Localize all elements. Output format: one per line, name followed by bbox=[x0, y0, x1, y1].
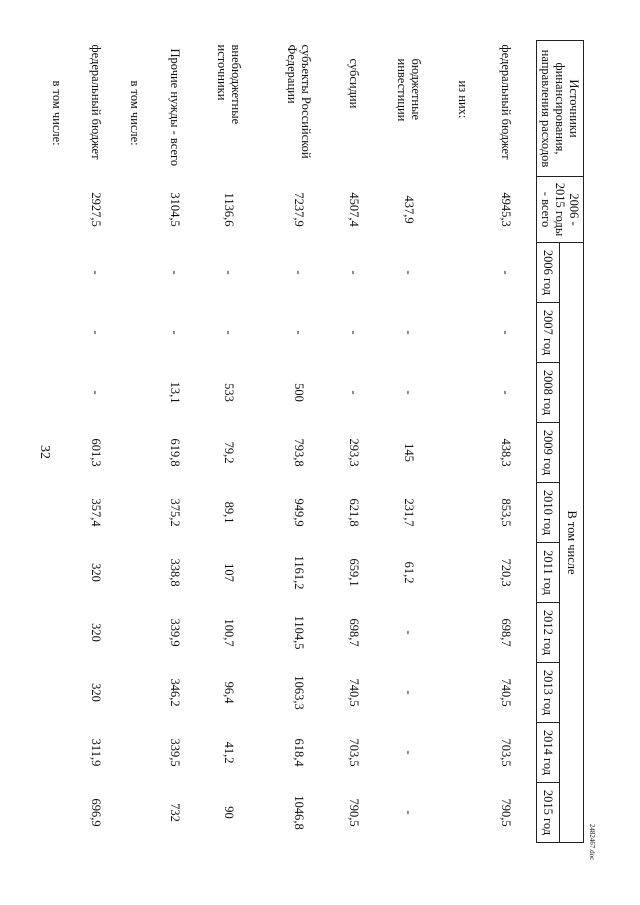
year-value: 740,5 bbox=[347, 678, 361, 707]
row-label: субсидии bbox=[347, 58, 361, 109]
page-number: 32 bbox=[37, 445, 52, 459]
row-label: Прочие нужды - всего bbox=[167, 48, 182, 167]
year-value bbox=[37, 543, 76, 603]
year-value: - bbox=[401, 810, 416, 815]
header-year: 2015 год bbox=[537, 783, 561, 843]
year-value: - bbox=[167, 330, 182, 335]
year-value bbox=[444, 723, 483, 783]
year-value: - bbox=[401, 270, 416, 275]
year-value bbox=[116, 423, 155, 483]
header-total: 2006 - 2015 годы - всего bbox=[537, 177, 584, 243]
year-value: 293,3 bbox=[347, 438, 361, 467]
year-value: - bbox=[347, 390, 361, 395]
year-value: 320 bbox=[89, 683, 104, 702]
header-year: 2007 год bbox=[537, 303, 561, 363]
year-value: 698,7 bbox=[347, 618, 361, 647]
header-including: В том числе bbox=[560, 243, 584, 843]
year-value: - bbox=[89, 330, 104, 335]
year-value: 1063,3 bbox=[292, 675, 307, 710]
table-row bbox=[116, 41, 155, 843]
row-total: 1136,6 bbox=[222, 192, 237, 227]
year-value: - bbox=[292, 270, 307, 275]
header-year: 2006 год bbox=[537, 243, 561, 303]
year-value: 720,3 bbox=[499, 558, 514, 587]
header-year: 2014 год bbox=[537, 723, 561, 783]
year-value: - bbox=[401, 390, 416, 395]
year-value: 338,8 bbox=[167, 558, 182, 587]
year-value: - bbox=[292, 330, 307, 335]
year-value bbox=[37, 723, 76, 783]
year-value: 41,2 bbox=[222, 741, 237, 764]
year-value: 500 bbox=[292, 383, 307, 402]
year-value: - bbox=[347, 330, 361, 335]
year-value: 703,5 bbox=[347, 738, 361, 767]
year-value bbox=[116, 483, 155, 543]
year-value bbox=[116, 543, 155, 603]
year-value: 311,9 bbox=[89, 738, 104, 767]
year-value: - bbox=[401, 690, 416, 695]
year-value: 320 bbox=[89, 563, 104, 582]
year-value: 618,4 bbox=[292, 738, 307, 767]
year-value: 703,5 bbox=[499, 738, 514, 767]
year-value: 1104,5 bbox=[292, 615, 307, 650]
year-value: 790,5 bbox=[347, 798, 361, 827]
year-value: - bbox=[401, 330, 416, 335]
year-value bbox=[444, 603, 483, 663]
year-value: 853,5 bbox=[499, 498, 514, 527]
table-row bbox=[444, 41, 483, 843]
year-value bbox=[116, 783, 155, 843]
year-value bbox=[444, 543, 483, 603]
year-value: 339,9 bbox=[167, 618, 182, 647]
row-label: в том числе: bbox=[49, 80, 64, 146]
year-value: 732 bbox=[167, 803, 182, 822]
year-value bbox=[116, 243, 155, 303]
row-total: 4945,3 bbox=[499, 192, 514, 227]
row-total bbox=[37, 177, 76, 243]
year-value: 740,5 bbox=[499, 678, 514, 707]
year-value bbox=[444, 783, 483, 843]
year-value bbox=[116, 663, 155, 723]
year-value bbox=[37, 783, 76, 843]
table-row bbox=[334, 41, 373, 843]
year-value: - bbox=[222, 270, 237, 275]
header-year: 2010 год bbox=[537, 483, 561, 543]
year-value bbox=[116, 303, 155, 363]
row-label: в том числе: bbox=[128, 80, 143, 146]
year-value: - bbox=[89, 390, 104, 395]
year-value: 375,2 bbox=[167, 498, 182, 527]
year-value: 13,1 bbox=[167, 381, 182, 404]
year-value: 601,3 bbox=[89, 438, 104, 467]
table-row bbox=[155, 41, 194, 843]
year-value: 90 bbox=[222, 806, 237, 819]
row-total: 2927,5 bbox=[89, 192, 104, 227]
table-row bbox=[264, 41, 334, 843]
year-value bbox=[116, 723, 155, 783]
year-value: 107 bbox=[222, 563, 237, 582]
year-value bbox=[116, 363, 155, 423]
year-value: 231,7 bbox=[401, 498, 416, 527]
year-value: 793,8 bbox=[292, 438, 307, 467]
year-value: 357,4 bbox=[89, 498, 104, 527]
year-value bbox=[444, 483, 483, 543]
header-year: 2008 год bbox=[537, 363, 561, 423]
table-row bbox=[76, 41, 115, 843]
year-value: 89,1 bbox=[222, 501, 237, 524]
year-value: 533 bbox=[222, 383, 237, 402]
year-value bbox=[116, 603, 155, 663]
financing-table bbox=[37, 40, 584, 843]
year-value: - bbox=[499, 330, 514, 335]
year-value: 320 bbox=[89, 623, 104, 642]
year-value bbox=[444, 243, 483, 303]
row-label: федеральный бюджет bbox=[499, 44, 514, 160]
year-value: 698,7 bbox=[499, 618, 514, 647]
year-value: - bbox=[222, 330, 237, 335]
year-value: 100,7 bbox=[222, 618, 237, 647]
year-value: - bbox=[401, 630, 416, 635]
row-label: федеральный бюджет bbox=[89, 44, 104, 160]
year-value: 619,8 bbox=[167, 438, 182, 467]
year-value bbox=[444, 363, 483, 423]
year-value bbox=[37, 603, 76, 663]
row-label: бюджетные инвестиции bbox=[394, 58, 423, 122]
row-label: внебюджетные источники bbox=[215, 44, 244, 125]
table-row bbox=[374, 41, 444, 843]
table-row bbox=[37, 41, 76, 843]
year-value bbox=[37, 483, 76, 543]
row-label: субъекты Российской Федерации bbox=[285, 44, 314, 159]
year-value bbox=[37, 363, 76, 423]
year-value: 79,2 bbox=[222, 441, 237, 464]
year-value: 790,5 bbox=[499, 798, 514, 827]
year-value bbox=[37, 243, 76, 303]
year-value: - bbox=[499, 270, 514, 275]
row-label: из них: bbox=[456, 80, 471, 119]
year-value bbox=[444, 663, 483, 723]
year-value: 438,3 bbox=[499, 438, 514, 467]
row-total: 7237,9 bbox=[292, 192, 307, 227]
year-value: - bbox=[499, 390, 514, 395]
year-value bbox=[37, 663, 76, 723]
year-value bbox=[37, 303, 76, 363]
year-value bbox=[444, 303, 483, 363]
year-value bbox=[37, 423, 76, 483]
header-year: 2012 год bbox=[537, 603, 561, 663]
year-value: 621,8 bbox=[347, 498, 361, 527]
year-value: 1046,8 bbox=[292, 795, 307, 830]
row-total bbox=[444, 177, 483, 243]
year-value: - bbox=[89, 270, 104, 275]
file-name-footer: 2482467.doc bbox=[588, 823, 596, 861]
row-total: 3104,5 bbox=[167, 192, 182, 227]
year-value: - bbox=[167, 270, 182, 275]
table-container bbox=[46, 40, 584, 842]
year-value: 339,5 bbox=[167, 738, 182, 767]
year-value bbox=[444, 423, 483, 483]
year-value: 145 bbox=[401, 443, 416, 462]
year-value: - bbox=[401, 750, 416, 755]
year-value: 61,2 bbox=[401, 561, 416, 584]
year-value: 696,9 bbox=[89, 798, 104, 827]
row-total bbox=[116, 177, 155, 243]
header-year: 2009 год bbox=[537, 423, 561, 483]
year-value: 949,9 bbox=[292, 498, 307, 527]
year-value: 346,2 bbox=[167, 678, 182, 707]
year-value: 1161,2 bbox=[292, 555, 307, 590]
table-row bbox=[483, 41, 537, 843]
table-body bbox=[37, 41, 537, 843]
year-value: - bbox=[347, 270, 361, 275]
year-value: 96,4 bbox=[222, 681, 237, 704]
row-total: 4507,4 bbox=[347, 192, 361, 227]
year-value: 659,1 bbox=[347, 558, 361, 587]
header-source: Источники финансирования, направления расходов bbox=[537, 41, 584, 177]
header-year: 2013 год bbox=[537, 663, 561, 723]
table-row bbox=[194, 41, 264, 843]
header-year: 2011 год bbox=[537, 543, 561, 603]
row-total: 437,9 bbox=[401, 195, 416, 224]
